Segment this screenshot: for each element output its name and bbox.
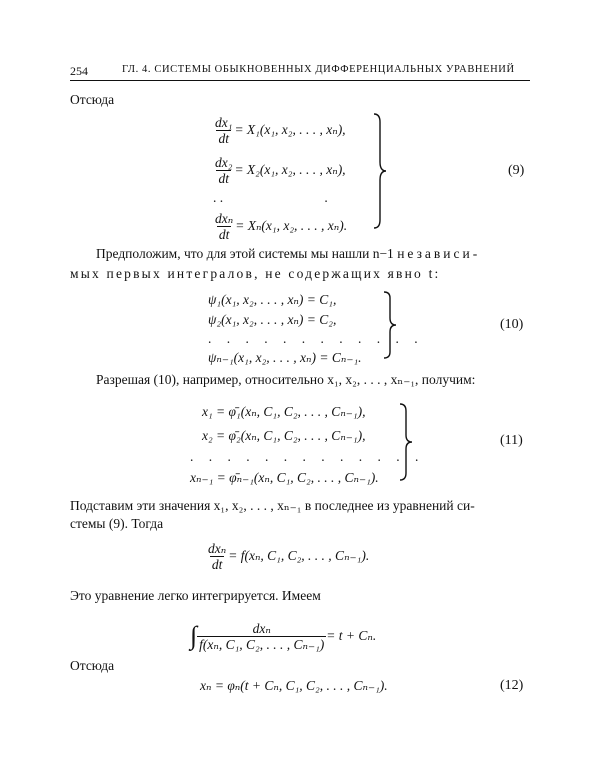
eq11-line-1: x₁ = φ̄₁(xₙ, C₁, C₂, . . . , Cₙ₋₁), <box>202 404 366 419</box>
eq12-number: (12) <box>500 678 524 693</box>
eq10-line-3: . . . . . . . . . . . . <box>208 331 424 346</box>
eq9-line1-rhs: = X₁(x₁, x₂, . . . , xₙ), <box>234 122 346 137</box>
eq9-brace <box>372 112 388 230</box>
eq11-line-4: xₙ₋₁ = φ̄ₙ₋₁(xₙ, C₁, C₂, . . . , Cₙ₋₁). <box>190 470 379 485</box>
page-number: 254 <box>70 64 88 78</box>
eq10-line-1: ψ₁(x₁, x₂, . . . , xₙ) = C₁, <box>208 292 337 307</box>
equation-12: xₙ = φₙ(t + Cₙ, C₁, C₂, . . . , Cₙ₋₁). <box>200 678 388 693</box>
chapter-title: ГЛ. 4. СИСТЕМЫ ОБЫКНОВЕННЫХ ДИФФЕРЕНЦИАЛЬНЫХ УРАВНЕНИЙ <box>122 64 515 75</box>
eq11-line-3: . . . . . . . . . . . . . <box>190 449 425 464</box>
equation-f <box>206 536 369 576</box>
eqf-numerator: dxₙ <box>208 540 227 556</box>
eq9-number: (9) <box>508 163 525 178</box>
header-rule <box>70 80 530 81</box>
eq10-line-2: ψ₂(x₁, x₂, . . . , xₙ) = C₂, <box>208 312 337 327</box>
eq9-line2-numerator: dx₂ <box>215 154 233 170</box>
eq9-line-2 <box>213 150 347 190</box>
para-solving: Разрешая (10), например, относительно x₁, x₂, . . . , xₙ₋₁, получим: <box>96 372 476 387</box>
para-suppose-line-1 <box>96 246 480 262</box>
text-otsyuda-1: Отсюда <box>70 92 115 107</box>
eq9-line-3: . . . <box>213 190 328 205</box>
eqf-rhs: = f(xₙ, C₁, C₂, . . . , Cₙ₋₁). <box>228 548 370 563</box>
eq9-line4-denominator: dt <box>218 226 230 242</box>
eq10-line-4: ψₙ₋₁(x₁, x₂, . . . , xₙ) = Cₙ₋₁. <box>208 350 362 365</box>
eq9-line2-denominator: dt <box>218 170 229 186</box>
para-substitute-line-2: стемы (9). Тогда <box>70 516 164 531</box>
equation-11 <box>190 400 424 490</box>
integral-fraction <box>197 621 326 652</box>
eq9-line4-rhs: = Xₙ(x₁, x₂, . . . , xₙ). <box>235 218 348 233</box>
eq10-brace <box>382 290 398 360</box>
integral-rhs: = t + Cₙ. <box>326 628 377 643</box>
eq9-line4-numerator: dxₙ <box>215 210 234 226</box>
eq9-line1-denominator: dt <box>218 130 229 146</box>
text-otsyuda-2: Отсюда <box>70 658 115 673</box>
integral-numerator: dxₙ <box>252 620 271 636</box>
eq9-line2-fraction <box>213 155 234 186</box>
integral-sign: ∫ <box>190 621 198 650</box>
eq9-line1-fraction <box>213 115 234 146</box>
para-suppose-part-b: независи- <box>397 246 481 261</box>
eqf-fraction <box>206 541 228 572</box>
eq9-line-1 <box>213 110 347 150</box>
eq9-line2-rhs: = X₂(x₁, x₂, . . . , xₙ), <box>234 162 346 177</box>
eq11-brace <box>398 402 414 482</box>
para-substitute-line-1: Подставим эти значения x₁, x₂, . . . , xₙ₋₁ в последнее из уравнений си- <box>70 498 475 513</box>
para-suppose-line-2: мых первых интегралов, не содержащих явно t: <box>70 266 441 281</box>
integral-denominator: f(xₙ, C₁, C₂, . . . , Cₙ₋₁) <box>199 636 325 652</box>
equation-integral <box>190 614 376 658</box>
equation-9 <box>213 110 347 246</box>
eq9-line4-fraction <box>213 211 235 242</box>
eq9-line-4 <box>213 206 347 246</box>
eq11-line-2: x₂ = φ̄₂(xₙ, C₁, C₂, . . . , Cₙ₋₁), <box>202 428 366 443</box>
eq11-number: (11) <box>500 433 523 448</box>
eqf-denominator: dt <box>211 556 223 572</box>
eq10-number: (10) <box>500 317 524 332</box>
eq9-line1-numerator: dx₁ <box>215 114 233 130</box>
para-integrate: Это уравнение легко интегрируется. Имеем <box>70 588 321 603</box>
para-suppose-part-a: Предположим, что для этой системы мы нашли n−1 <box>96 246 394 261</box>
